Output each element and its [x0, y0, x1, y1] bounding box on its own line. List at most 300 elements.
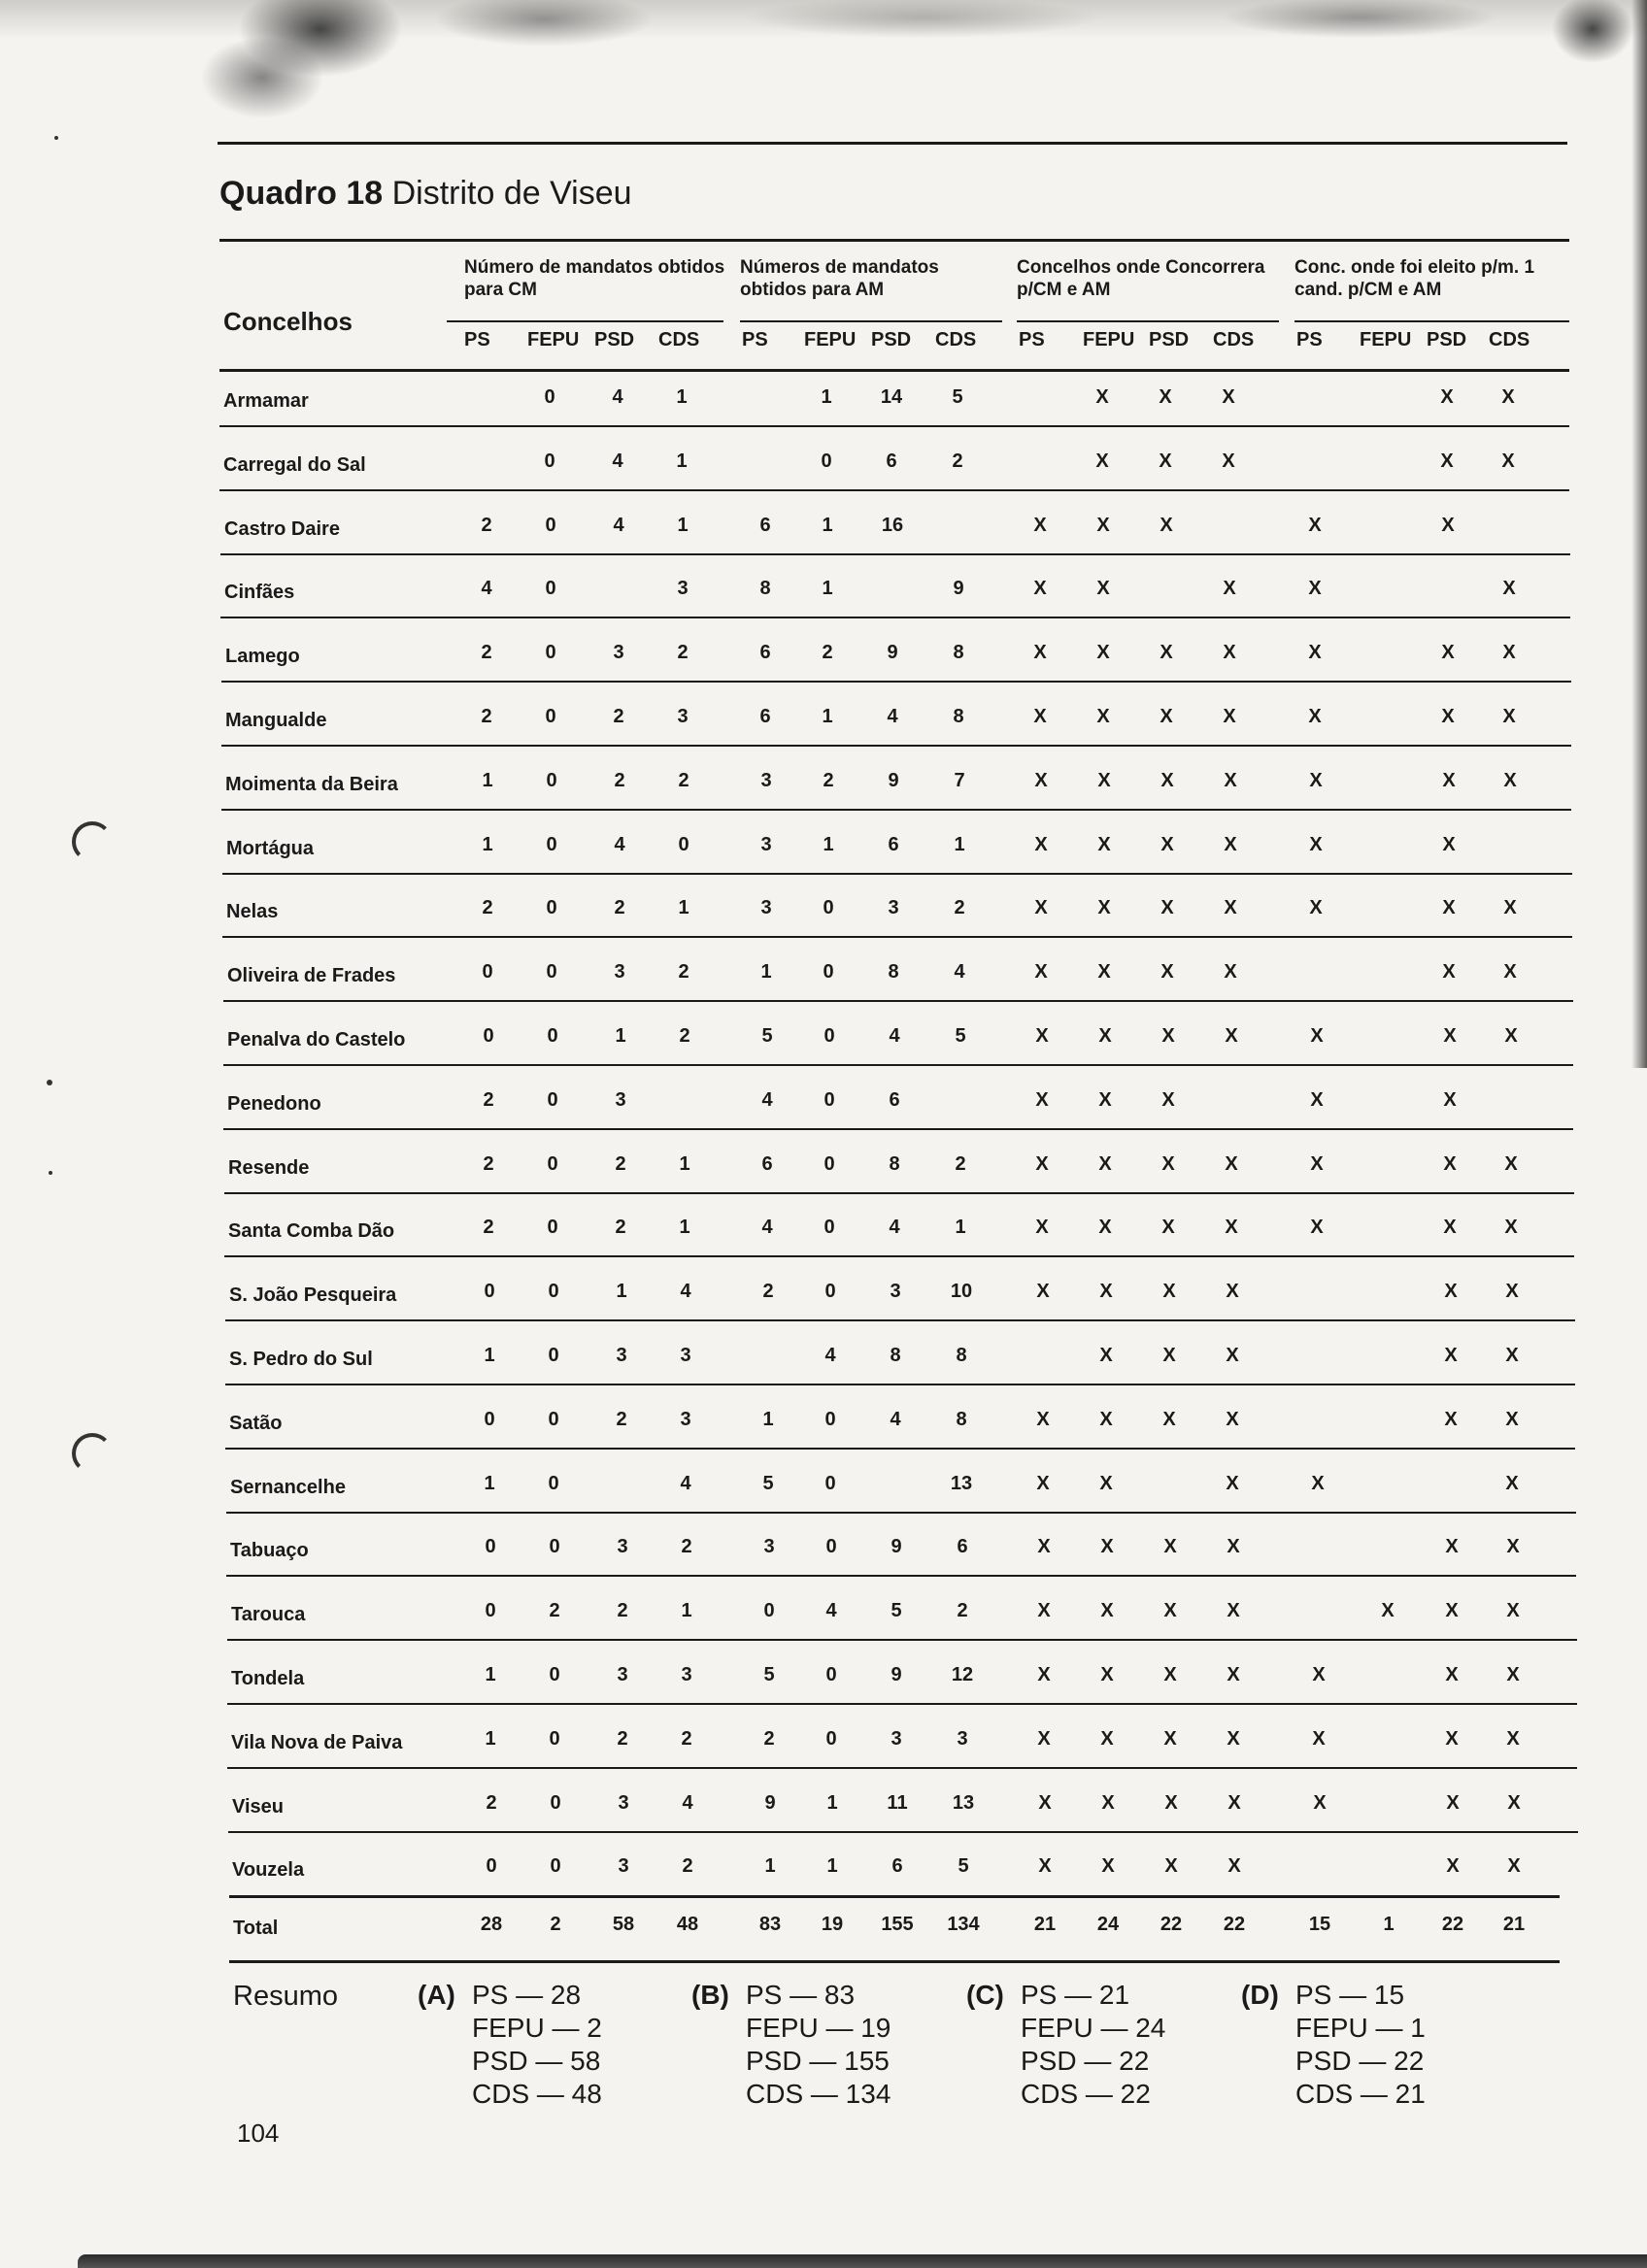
cell-conc-psd: X — [1163, 1600, 1177, 1622]
cell-cm-cds: 2 — [678, 961, 689, 984]
resumo-line: PS — 83 — [746, 1980, 856, 2010]
cell-elei-fepu: X — [1381, 1600, 1395, 1622]
cell-cm-psd: 3 — [617, 1664, 628, 1685]
cell-am-ps: 6 — [759, 642, 771, 664]
cell-elei-cds: 21 — [1502, 1914, 1526, 1936]
cell-cm-ps: 0 — [484, 1281, 495, 1303]
cell-elei-cds: X — [1504, 1152, 1518, 1175]
cell-conc-fepu: X — [1097, 769, 1111, 791]
group-rule-conc — [1017, 320, 1279, 322]
cell-am-cds: 8 — [956, 1408, 967, 1430]
cell-conc-fepu: 24 — [1096, 1914, 1120, 1936]
cell-cm-ps: 1 — [482, 833, 493, 855]
cell-elei-ps: X — [1311, 1472, 1325, 1494]
cell-cm-fepu: 0 — [549, 1727, 560, 1750]
table-row — [0, 1790, 1647, 1833]
row-divider — [220, 553, 1570, 555]
cell-conc-psd: X — [1163, 1727, 1177, 1750]
page-title — [219, 175, 632, 213]
cell-am-ps: 0 — [763, 1600, 775, 1622]
cell-cm-ps: 2 — [486, 1791, 497, 1814]
cell-conc-psd: X — [1161, 1217, 1175, 1239]
cell-cm-cds: 1 — [679, 1217, 690, 1239]
concelho-name: Santa Comba Dão — [228, 1220, 395, 1243]
cell-cm-ps: 0 — [485, 1600, 496, 1622]
cell-cm-fepu: 0 — [550, 1791, 561, 1814]
cell-cm-psd: 3 — [618, 1855, 629, 1878]
resumo-line: FEPU — 1 — [1295, 2013, 1426, 2043]
cell-elei-cds: X — [1503, 769, 1517, 791]
table-total-row — [0, 1912, 1647, 1954]
cell-elei-cds: X — [1505, 1472, 1519, 1494]
concelho-name: Resende — [228, 1156, 310, 1179]
cell-am-psd: 6 — [889, 1088, 900, 1111]
table-row — [0, 1662, 1647, 1705]
cell-conc-fepu: X — [1095, 386, 1109, 408]
concelho-name: Carregal do Sal — [223, 453, 366, 476]
cell-am-fepu: 0 — [824, 1281, 836, 1303]
cell-conc-fepu: X — [1101, 1855, 1115, 1878]
cell-cm-ps: 1 — [485, 1664, 496, 1685]
table-row — [0, 832, 1647, 875]
cell-conc-fepu: X — [1099, 1281, 1113, 1303]
row-divider — [227, 1767, 1577, 1769]
table-row — [0, 1471, 1647, 1514]
cell-am-ps: 4 — [761, 1088, 773, 1111]
cell-am-cds: 1 — [954, 833, 965, 855]
cell-cm-cds: 1 — [678, 897, 689, 919]
cell-conc-fepu: X — [1101, 1791, 1115, 1814]
group-header-conc: Concelhos onde Concorrera p/CM e AM — [1017, 257, 1265, 300]
cell-cm-ps: 2 — [483, 1152, 494, 1175]
cell-am-fepu: 0 — [824, 1025, 835, 1047]
cell-am-ps: 2 — [763, 1727, 775, 1750]
cell-conc-cds: X — [1225, 1217, 1238, 1239]
resumo-line: CDS — 21 — [1295, 2079, 1426, 2109]
cell-conc-ps: X — [1033, 706, 1047, 727]
row-divider — [221, 809, 1571, 811]
cell-cm-ps: 2 — [481, 642, 492, 664]
cell-am-fepu: 0 — [824, 1472, 836, 1494]
cell-elei-ps: X — [1310, 1025, 1324, 1047]
cell-conc-cds: X — [1227, 1600, 1240, 1622]
cell-cm-ps: 2 — [483, 1088, 494, 1111]
cell-conc-cds: X — [1226, 1345, 1239, 1366]
top-rule — [218, 142, 1567, 145]
cell-elei-psd: X — [1442, 897, 1456, 919]
cell-conc-fepu: X — [1097, 897, 1111, 919]
concelho-name: Vouzela — [232, 1859, 305, 1882]
cell-cm-cds: 4 — [682, 1791, 693, 1814]
cell-am-cds: 8 — [956, 1345, 967, 1366]
cell-am-cds: 6 — [957, 1536, 968, 1558]
cell-cm-fepu: 0 — [545, 578, 556, 600]
cell-cm-psd: 4 — [614, 833, 625, 855]
cell-conc-ps: X — [1036, 1472, 1050, 1494]
cell-conc-fepu: X — [1100, 1727, 1114, 1750]
concelho-name: Oliveira de Frades — [227, 965, 396, 987]
cell-cm-psd: 3 — [614, 961, 625, 984]
cell-cm-cds: 2 — [681, 1727, 692, 1750]
cell-conc-fepu: X — [1099, 1345, 1113, 1366]
cell-conc-psd: X — [1161, 1088, 1175, 1111]
subheader-psd: PSD — [1427, 329, 1467, 350]
cell-conc-cds: X — [1222, 450, 1235, 472]
cell-conc-fepu: X — [1099, 1408, 1113, 1430]
cell-elei-cds: X — [1502, 642, 1516, 664]
cell-conc-cds: X — [1227, 1727, 1240, 1750]
cell-conc-psd: X — [1160, 833, 1174, 855]
cell-cm-psd: 3 — [618, 1791, 629, 1814]
resumo-block-label: (C) — [966, 1980, 1004, 2010]
resumo-line: FEPU — 24 — [1021, 2013, 1166, 2043]
cell-elei-psd: X — [1443, 1088, 1457, 1111]
cell-cm-fepu: 0 — [547, 1025, 558, 1047]
cell-am-fepu: 0 — [821, 450, 832, 472]
cell-am-ps: 4 — [761, 1217, 773, 1239]
cell-conc-fepu: X — [1098, 1025, 1112, 1047]
cell-am-ps: 5 — [761, 1025, 773, 1047]
concelho-name: Tondela — [231, 1668, 305, 1689]
concelho-name: Nelas — [226, 901, 279, 923]
concelho-name: Sernancelhe — [230, 1476, 346, 1498]
cell-conc-cds: X — [1226, 1408, 1239, 1430]
row-divider — [222, 873, 1572, 875]
cell-conc-psd: X — [1161, 1152, 1175, 1175]
cell-cm-psd: 4 — [613, 514, 624, 536]
row-divider — [219, 425, 1569, 427]
cell-conc-psd: X — [1160, 642, 1173, 664]
scan-speck — [47, 1080, 52, 1085]
cell-conc-cds: X — [1224, 961, 1237, 984]
resumo-block-label: (D) — [1241, 1980, 1279, 2010]
cell-am-psd: 9 — [888, 769, 899, 791]
cell-cm-ps: 0 — [483, 1025, 494, 1047]
table-row — [0, 1343, 1647, 1385]
cell-am-cds: 9 — [953, 578, 964, 600]
cell-conc-cds: X — [1225, 1025, 1238, 1047]
cell-cm-cds: 3 — [680, 1345, 691, 1366]
cell-cm-cds: 0 — [678, 833, 689, 855]
cell-conc-fepu: X — [1096, 642, 1110, 664]
cell-am-ps: 8 — [759, 578, 771, 600]
cell-am-fepu: 0 — [824, 1088, 835, 1111]
cell-am-psd: 6 — [886, 450, 897, 472]
cell-conc-cds: X — [1224, 769, 1237, 791]
cell-conc-ps: X — [1038, 1791, 1052, 1814]
cell-am-ps: 3 — [760, 769, 772, 791]
cell-am-cds: 2 — [952, 450, 963, 472]
column-header-concelhos: Concelhos — [223, 307, 353, 336]
subheader-psd: PSD — [1149, 329, 1190, 350]
cell-conc-psd: X — [1163, 1664, 1177, 1685]
cell-cm-cds: 2 — [679, 1025, 690, 1047]
cell-elei-psd: X — [1445, 1600, 1459, 1622]
cell-am-fepu: 0 — [825, 1536, 837, 1558]
cell-elei-cds: X — [1505, 1281, 1519, 1303]
cell-cm-fepu: 0 — [544, 450, 555, 472]
cell-cm-cds: 1 — [676, 386, 688, 408]
cell-cm-psd: 2 — [614, 897, 625, 919]
subheader-fepu: FEPU — [804, 329, 857, 350]
cell-elei-psd: X — [1444, 1281, 1458, 1303]
cell-elei-psd: X — [1443, 1217, 1457, 1239]
cell-elei-psd: X — [1445, 1727, 1459, 1750]
cell-conc-ps: X — [1035, 1025, 1049, 1047]
cell-am-ps: 1 — [760, 961, 772, 984]
cell-am-cds: 8 — [953, 706, 964, 727]
header-bottom-rule — [219, 369, 1569, 372]
resumo-line: PS — 28 — [472, 1980, 582, 2010]
resumo-line: CDS — 134 — [746, 2079, 891, 2109]
row-divider — [227, 1639, 1577, 1641]
resumo-line: FEPU — 2 — [472, 2013, 602, 2043]
table-row — [0, 1023, 1647, 1066]
cell-am-ps: 6 — [759, 514, 771, 536]
cell-elei-ps: X — [1308, 642, 1322, 664]
resumo-line: PS — 15 — [1295, 1980, 1405, 2010]
cell-am-cds: 2 — [957, 1600, 968, 1622]
cell-cm-psd: 2 — [616, 1408, 627, 1430]
cell-am-cds: 5 — [952, 386, 963, 408]
concelho-name: S. João Pesqueira — [229, 1284, 397, 1307]
cell-am-cds: 134 — [947, 1914, 980, 1936]
cell-conc-ps: X — [1034, 961, 1048, 984]
cell-am-psd: 3 — [888, 897, 899, 919]
cell-elei-ps: X — [1309, 897, 1323, 919]
cell-cm-ps: 2 — [481, 514, 492, 536]
cell-cm-fepu: 0 — [546, 769, 557, 791]
resumo-block-label: (A) — [418, 1980, 455, 2010]
total-bottom-rule — [229, 1960, 1560, 1963]
cell-elei-cds: X — [1503, 897, 1517, 919]
cell-cm-cds: 1 — [681, 1600, 692, 1622]
cell-am-ps: 9 — [764, 1791, 776, 1814]
cell-am-psd: 4 — [889, 1025, 900, 1047]
cell-elei-ps: X — [1310, 1217, 1324, 1239]
cell-elei-ps: X — [1312, 1727, 1326, 1750]
cell-am-cds: 5 — [955, 1025, 966, 1047]
cell-am-ps: 3 — [760, 897, 772, 919]
subheader-ps: PS — [464, 329, 490, 350]
subheader-fepu: FEPU — [527, 329, 580, 350]
cell-conc-cds: X — [1227, 1855, 1241, 1878]
cell-cm-fepu: 0 — [547, 1217, 558, 1239]
table-row — [0, 1534, 1647, 1577]
cell-am-fepu: 0 — [824, 1408, 836, 1430]
scan-shadow-bottom — [78, 2254, 1647, 2268]
cell-elei-cds: X — [1506, 1664, 1520, 1685]
cell-elei-cds: X — [1506, 1600, 1520, 1622]
cell-cm-fepu: 0 — [545, 514, 556, 536]
cell-conc-ps: X — [1035, 1088, 1049, 1111]
cell-cm-cds: 1 — [679, 1152, 690, 1175]
concelho-name: S. Pedro do Sul — [229, 1349, 373, 1370]
table-row — [0, 384, 1647, 427]
group-header-elei: Conc. onde foi eleito p/m. 1 cand. p/CM e AM — [1294, 257, 1535, 300]
row-divider — [221, 681, 1571, 683]
cell-conc-psd: X — [1159, 386, 1172, 408]
cell-conc-ps: X — [1035, 1217, 1049, 1239]
cell-cm-fepu: 0 — [546, 897, 557, 919]
cell-elei-psd: X — [1440, 450, 1454, 472]
resumo-line: CDS — 48 — [472, 2079, 602, 2109]
cell-elei-cds: X — [1501, 450, 1515, 472]
cell-am-cds: 13 — [950, 1472, 973, 1494]
cell-cm-ps: 1 — [484, 1472, 495, 1494]
cell-am-fepu: 1 — [821, 386, 832, 408]
resumo-line: PSD — 22 — [1021, 2046, 1150, 2076]
cell-elei-psd: X — [1444, 1345, 1458, 1366]
row-divider — [219, 489, 1569, 491]
cell-cm-cds: 3 — [681, 1664, 692, 1685]
table-row — [0, 576, 1647, 618]
cell-conc-psd: X — [1162, 1345, 1176, 1366]
cell-am-psd: 6 — [891, 1855, 903, 1878]
cell-conc-cds: X — [1223, 706, 1236, 727]
subheader-cds: CDS — [1489, 329, 1530, 350]
cell-conc-psd: X — [1163, 1536, 1177, 1558]
cell-conc-fepu: X — [1098, 1152, 1112, 1175]
cell-cm-psd: 3 — [613, 642, 624, 664]
scan-shadow-top — [0, 0, 1647, 146]
cell-am-cds: 5 — [958, 1855, 969, 1878]
cell-elei-cds: X — [1506, 1727, 1520, 1750]
cell-cm-fepu: 0 — [549, 1536, 560, 1558]
cell-conc-psd: X — [1160, 514, 1173, 536]
cell-cm-psd: 2 — [614, 769, 625, 791]
scan-speck — [54, 136, 58, 140]
cell-cm-psd: 3 — [615, 1088, 626, 1111]
cell-cm-fepu: 0 — [548, 1281, 559, 1303]
cell-am-fepu: 4 — [824, 1345, 836, 1366]
subheader-cds: CDS — [658, 329, 700, 350]
cell-conc-cds: X — [1227, 1536, 1240, 1558]
row-divider — [221, 745, 1571, 747]
cell-conc-ps: X — [1033, 578, 1047, 600]
cell-cm-fepu: 0 — [546, 961, 557, 984]
cell-elei-cds: X — [1504, 1217, 1518, 1239]
cell-elei-ps: X — [1313, 1791, 1327, 1814]
cell-cm-psd: 2 — [615, 1152, 626, 1175]
cell-am-psd: 4 — [887, 706, 898, 727]
concelho-name: Tabuaço — [230, 1540, 309, 1562]
cell-am-cds: 2 — [955, 1152, 966, 1175]
cell-conc-fepu: X — [1100, 1600, 1114, 1622]
cell-am-psd: 9 — [891, 1664, 902, 1685]
cell-elei-cds: X — [1504, 1025, 1518, 1047]
subheader-ps: PS — [1019, 329, 1045, 350]
cell-cm-ps: 1 — [485, 1727, 496, 1750]
cell-cm-ps: 1 — [484, 1345, 495, 1366]
cell-cm-cds: 3 — [677, 706, 689, 727]
cell-cm-ps: 1 — [482, 769, 493, 791]
resumo-line: PS — 21 — [1021, 1980, 1130, 2010]
cell-elei-ps: 15 — [1308, 1914, 1331, 1936]
cell-conc-ps: X — [1038, 1855, 1052, 1878]
resumo-line: PSD — 58 — [472, 2046, 601, 2076]
cell-conc-psd: X — [1162, 1281, 1176, 1303]
cell-elei-psd: X — [1441, 642, 1455, 664]
concelho-name: Mortágua — [226, 837, 314, 859]
cell-am-psd: 155 — [881, 1914, 914, 1936]
resumo-line: PSD — 155 — [746, 2046, 890, 2076]
table-row — [0, 1407, 1647, 1450]
cell-elei-ps: X — [1308, 706, 1322, 727]
cell-cm-psd: 2 — [613, 706, 624, 727]
cell-conc-fepu: X — [1100, 1536, 1114, 1558]
cell-conc-cds: X — [1227, 1791, 1241, 1814]
cell-elei-psd: X — [1446, 1855, 1460, 1878]
cell-conc-ps: X — [1037, 1600, 1051, 1622]
group-rule-cm — [447, 320, 723, 322]
row-divider — [225, 1448, 1575, 1450]
table-row — [0, 768, 1647, 811]
cell-conc-cds: X — [1226, 1281, 1239, 1303]
cell-am-psd: 9 — [887, 642, 898, 664]
cell-cm-cds: 3 — [680, 1408, 691, 1430]
row-divider — [228, 1831, 1578, 1833]
table-row — [0, 1726, 1647, 1769]
cell-elei-ps: X — [1310, 1088, 1324, 1111]
cell-conc-cds: X — [1224, 897, 1237, 919]
row-divider — [226, 1512, 1576, 1514]
cell-conc-fepu: X — [1096, 578, 1110, 600]
cell-am-cds: 2 — [954, 897, 965, 919]
cell-cm-cds: 2 — [678, 769, 689, 791]
table-row — [0, 513, 1647, 555]
cell-conc-ps: X — [1037, 1727, 1051, 1750]
row-divider — [226, 1575, 1576, 1577]
cell-elei-psd: X — [1443, 1025, 1457, 1047]
cell-cm-fepu: 0 — [549, 1664, 560, 1685]
cell-elei-psd: X — [1444, 1408, 1458, 1430]
page-number: 104 — [237, 2118, 280, 2148]
cell-conc-psd: X — [1160, 897, 1174, 919]
title-number: Quadro 18 — [219, 175, 384, 212]
cell-elei-ps: X — [1310, 1152, 1324, 1175]
cell-conc-ps: X — [1035, 1152, 1049, 1175]
cell-am-fepu: 2 — [823, 769, 834, 791]
cell-am-cds: 10 — [950, 1281, 973, 1303]
cell-cm-cds: 1 — [676, 450, 688, 472]
concelho-name: Moimenta da Beira — [225, 773, 398, 795]
cell-cm-cds: 4 — [680, 1281, 691, 1303]
subheader-psd: PSD — [594, 329, 635, 350]
cell-elei-ps: X — [1312, 1664, 1326, 1685]
cell-am-ps: 3 — [760, 833, 772, 855]
cell-am-ps: 2 — [762, 1281, 774, 1303]
subheader-cds: CDS — [935, 329, 977, 350]
cell-elei-cds: X — [1502, 578, 1516, 600]
cell-conc-cds: X — [1225, 1152, 1238, 1175]
cell-conc-fepu: X — [1100, 1664, 1114, 1685]
concelho-name: Mangualde — [225, 710, 327, 731]
cell-elei-psd: X — [1441, 706, 1455, 727]
table-row — [0, 1598, 1647, 1641]
cell-conc-psd: 22 — [1160, 1914, 1183, 1936]
cell-cm-fepu: 0 — [544, 386, 555, 408]
cell-cm-ps: 0 — [482, 961, 493, 984]
cell-am-fepu: 1 — [823, 833, 834, 855]
subheader-cds: CDS — [1213, 329, 1255, 350]
table-row — [0, 1087, 1647, 1130]
cell-am-fepu: 0 — [825, 1727, 837, 1750]
cell-conc-ps: X — [1036, 1408, 1050, 1430]
cell-conc-ps: X — [1037, 1664, 1051, 1685]
concelho-name: Viseu — [232, 1795, 284, 1818]
resumo-line: FEPU — 19 — [746, 2013, 891, 2043]
